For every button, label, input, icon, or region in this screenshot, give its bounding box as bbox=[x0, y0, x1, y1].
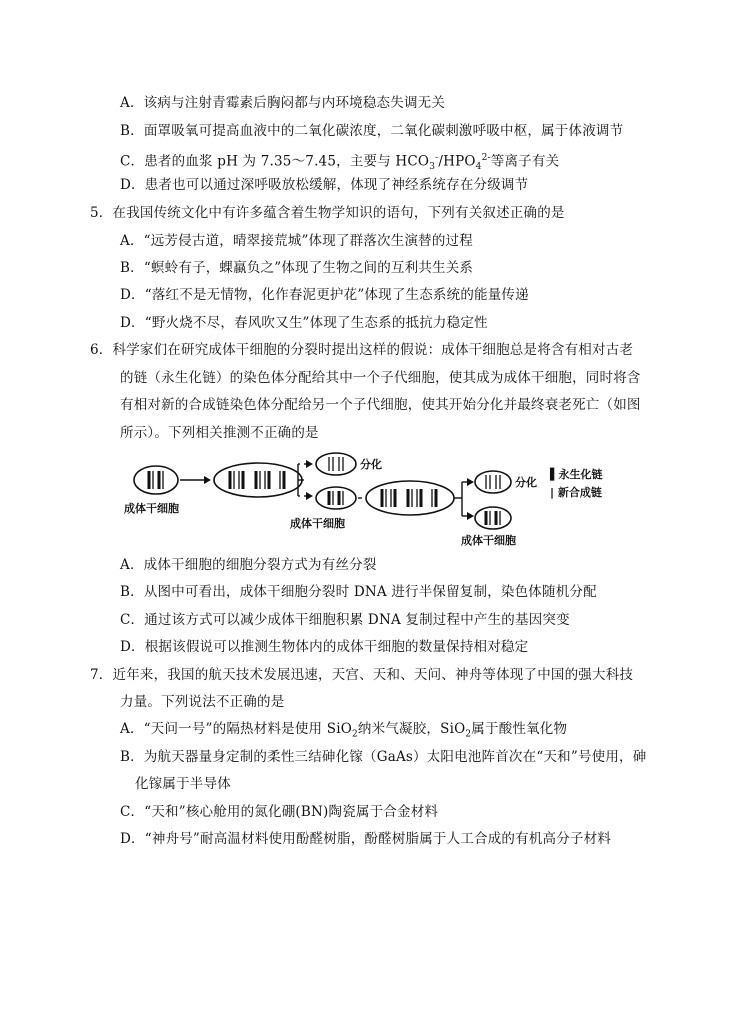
q6-stem-line-1: 6．科学家们在研究成体干细胞的分裂时提出这样的假说：成体干细胞总是将含有相对古老 bbox=[90, 342, 634, 358]
label-stem-cell-1: 成体干细胞 bbox=[124, 502, 179, 515]
stem-cell-1 bbox=[134, 466, 178, 494]
legend-new-strand: | 新合成链 bbox=[550, 486, 602, 499]
q7-option-a: A．“天问一号”的隔热材料是使用 SiO$_2$纳米气凝胶，SiO$_2$属于酸性氧化物 bbox=[120, 721, 568, 740]
q5-option-b: B．“螟蛉有子，蜾蠃负之”体现了生物之间的互利共生关系 bbox=[120, 260, 474, 276]
q7-option-c: C．“天和”核心舱用的氮化硼(BN)陶瓷属于合金材料 bbox=[120, 804, 439, 820]
q4-option-d: D．患者也可以通过深呼吸放松缓解，体现了神经系统存在分级调节 bbox=[120, 177, 529, 193]
label-differentiate-1: 分化 bbox=[360, 458, 382, 471]
legend-immortal-strand: ▌永生化链 bbox=[550, 468, 603, 481]
q5-stem: 5．在我国传统文化中有许多蕴含着生物学知识的语句，下列有关叙述正确的是 bbox=[90, 205, 565, 221]
stem-cell-2 bbox=[316, 487, 356, 509]
chromosomes-cell-1 bbox=[149, 471, 163, 489]
dividing-cell-1 bbox=[214, 463, 302, 497]
label-stem-cell-2: 成体干细胞 bbox=[290, 517, 345, 530]
q4-option-c: C．患者的血浆 pH 为 7.35～7.45，主要与 $HCO_3^-/HPO_4^{2-}$等离子有关 bbox=[120, 153, 560, 173]
q6-stem-line-4: 所示）。下列相关推测不正确的是 bbox=[120, 425, 319, 441]
q6-stem-line-3: 有相对新的合成链染色体分配给另一个子代细胞，使其开始分化并最终衰老死亡（如图 bbox=[120, 397, 641, 413]
stem-cell-3 bbox=[475, 507, 511, 529]
q7-option-b-line-2: 化镓属于半导体 bbox=[135, 776, 231, 792]
q6-option-c: C．通过该方式可以减少成体干细胞积累 DNA 复制过程中产生的基因突变 bbox=[120, 612, 570, 628]
differentiating-cell-1 bbox=[316, 453, 356, 475]
q5-option-c: D．“落红不是无情物，化作春泥更护花”体现了生态系统的能量传递 bbox=[120, 287, 529, 303]
dividing-cell-2 bbox=[366, 481, 454, 515]
q7-option-d: D．“神舟号”耐高温材料使用酚醛树脂，酚醛树脂属于人工合成的有机高分子材料 bbox=[120, 831, 612, 847]
chromosomes-cell-2 bbox=[230, 471, 284, 489]
q5-option-d: D．“野火烧不尽，春风吹又生”体现了生态系的抵抗力稳定性 bbox=[120, 315, 488, 331]
label-stem-cell-3: 成体干细胞 bbox=[461, 534, 516, 547]
stem-cell-division-diagram bbox=[118, 452, 628, 552]
q6-stem-line-2: 的链（永生化链）的染色体分配给其中一个子代细胞，使其成为成体干细胞，同时将含 bbox=[120, 370, 641, 386]
q7-stem-line-2: 力量。下列说法不正确的是 bbox=[120, 694, 285, 710]
q6-option-a: A．成体干细胞的细胞分裂方式为有丝分裂 bbox=[120, 557, 377, 573]
q4-option-a: A．该病与注射青霉素后胸闷都与内环境稳态失调无关 bbox=[120, 95, 446, 111]
q7-option-b-line-1: B．为航天器量身定制的柔性三结砷化镓（GaAs）太阳电池阵首次在“天和”号使用，砷 bbox=[120, 749, 647, 765]
q6-option-d: D．根据该假说可以推测生物体内的成体干细胞的数量保持相对稳定 bbox=[120, 639, 529, 655]
q6-option-b: B．从图中可看出，成体干细胞分裂时 DNA 进行半保留复制，染色体随机分配 bbox=[120, 584, 597, 600]
differentiating-cell-2 bbox=[475, 471, 511, 493]
q7-stem-line-1: 7．近年来，我国的航天技术发展迅速，天宫、天和、天问、神舟等体现了中国的强大科技 bbox=[90, 667, 634, 683]
label-differentiate-2: 分化 bbox=[515, 476, 537, 489]
q5-option-a: A．“远芳侵古道，晴翠接荒城”体现了群落次生演替的过程 bbox=[120, 233, 473, 249]
q4-option-b: B．面罩吸氧可提高血液中的二氧化碳浓度，二氧化碳刺激呼吸中枢，属于体液调节 bbox=[120, 123, 624, 139]
